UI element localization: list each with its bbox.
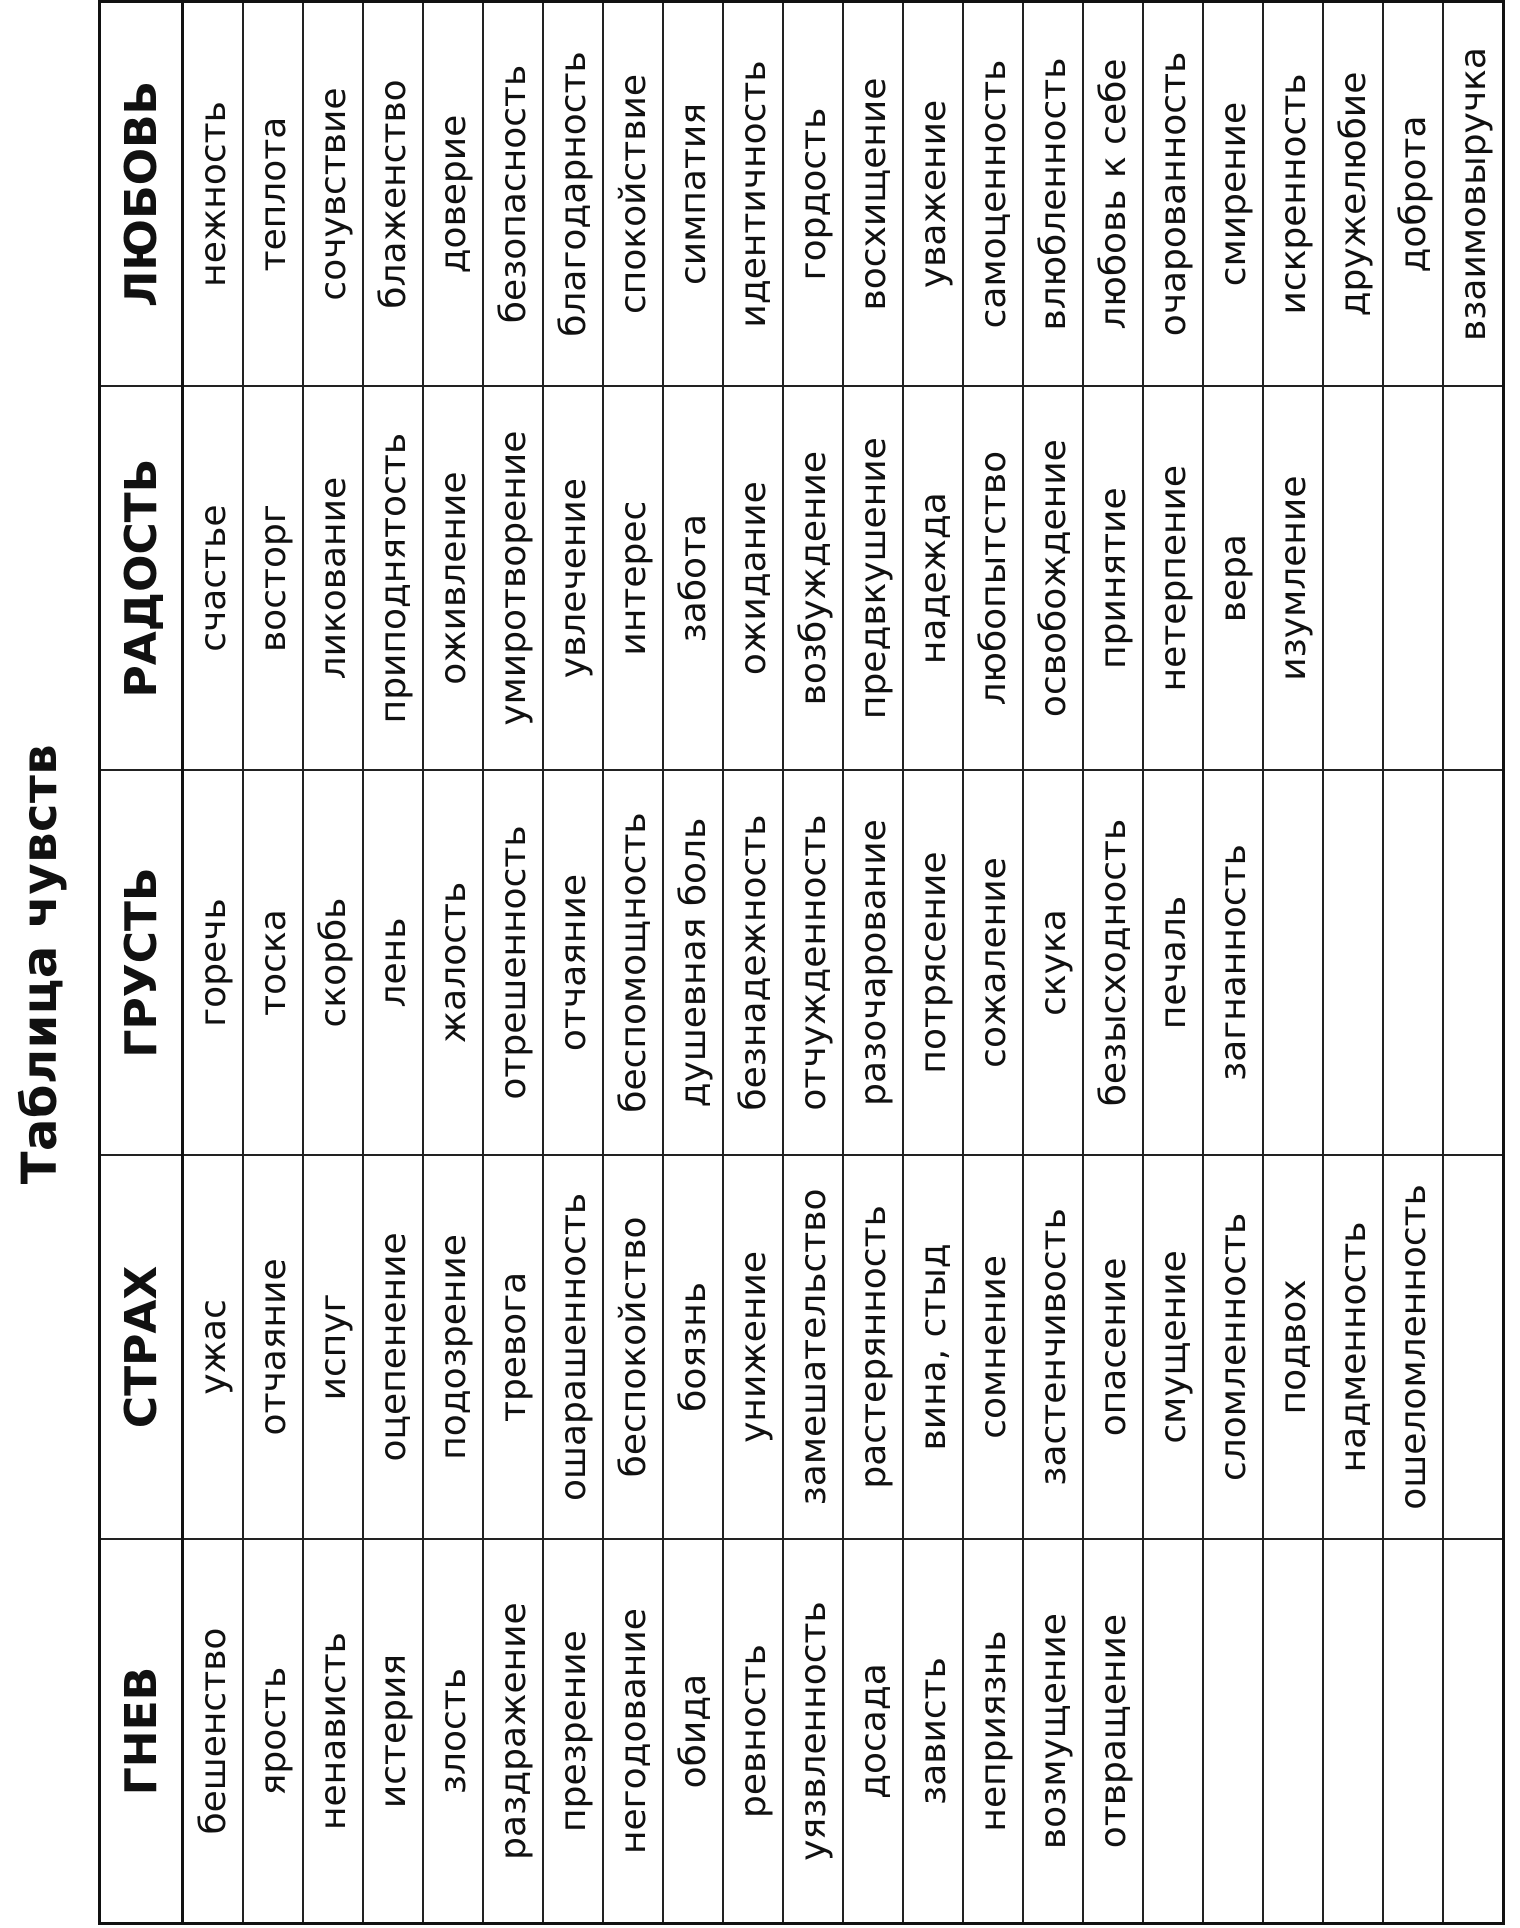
cell-fear: надменность <box>1323 1155 1383 1539</box>
cell-sadness <box>1323 770 1383 1154</box>
cell-sadness: беспомощность <box>603 770 663 1154</box>
cell-love: искренность <box>1263 2 1323 386</box>
table-row <box>843 2 903 1924</box>
cell-fear: смущение <box>1143 1155 1203 1539</box>
cell-love: блаженство <box>363 2 423 386</box>
table-row <box>1443 2 1504 1924</box>
cell-fear: боязнь <box>663 1155 723 1539</box>
title-area <box>0 0 80 1928</box>
table-row <box>1263 2 1323 1924</box>
cell-anger <box>1443 1539 1504 1923</box>
cell-fear: сомнение <box>963 1155 1023 1539</box>
cell-sadness: потрясение <box>903 770 963 1154</box>
cell-joy: приподнятость <box>363 386 423 770</box>
cell-love: нежность <box>183 2 244 386</box>
cell-anger: негодование <box>603 1539 663 1923</box>
cell-joy: забота <box>663 386 723 770</box>
cell-fear: замешательство <box>783 1155 843 1539</box>
cell-joy: оживление <box>423 386 483 770</box>
cell-sadness: сожаление <box>963 770 1023 1154</box>
cell-love: спокойствие <box>603 2 663 386</box>
table-row <box>483 2 543 1924</box>
cell-sadness: разочарование <box>843 770 903 1154</box>
header-joy: РАДОСТЬ <box>100 386 183 770</box>
cell-anger: зависть <box>903 1539 963 1923</box>
cell-joy: ожидание <box>723 386 783 770</box>
cell-fear: унижение <box>723 1155 783 1539</box>
cell-joy: увлечение <box>543 386 603 770</box>
table-row <box>1083 2 1143 1924</box>
table-body <box>183 2 1504 1924</box>
table-row <box>363 2 423 1924</box>
cell-joy: изумление <box>1263 386 1323 770</box>
cell-love: доверие <box>423 2 483 386</box>
cell-anger <box>1203 1539 1263 1923</box>
cell-anger: раздражение <box>483 1539 543 1923</box>
cell-joy: вера <box>1203 386 1263 770</box>
cell-anger: ревность <box>723 1539 783 1923</box>
cell-love: безопасность <box>483 2 543 386</box>
cell-sadness: скорбь <box>303 770 363 1154</box>
cell-anger: возмущение <box>1023 1539 1083 1923</box>
cell-love: любовь к себе <box>1083 2 1143 386</box>
cell-sadness <box>1263 770 1323 1154</box>
cell-joy: интерес <box>603 386 663 770</box>
cell-anger: обида <box>663 1539 723 1923</box>
cell-joy: предвкушение <box>843 386 903 770</box>
cell-sadness: печаль <box>1143 770 1203 1154</box>
cell-fear <box>1443 1155 1504 1539</box>
cell-sadness: скука <box>1023 770 1083 1154</box>
cell-anger: отвращение <box>1083 1539 1143 1923</box>
cell-sadness <box>1443 770 1504 1154</box>
cell-fear: подозрение <box>423 1155 483 1539</box>
cell-fear: растерянность <box>843 1155 903 1539</box>
cell-anger: уязвленность <box>783 1539 843 1923</box>
cell-sadness: отчаяние <box>543 770 603 1154</box>
cell-joy: освобождение <box>1023 386 1083 770</box>
cell-anger: истерия <box>363 1539 423 1923</box>
table-row <box>783 2 843 1924</box>
cell-anger <box>1143 1539 1203 1923</box>
cell-fear: ошеломленность <box>1383 1155 1443 1539</box>
table-row <box>663 2 723 1924</box>
cell-love: смирение <box>1203 2 1263 386</box>
table-row <box>1203 2 1263 1924</box>
table-row <box>723 2 783 1924</box>
cell-sadness: отчужденность <box>783 770 843 1154</box>
cell-joy: любопытство <box>963 386 1023 770</box>
table-row <box>543 2 603 1924</box>
cell-love: идентичность <box>723 2 783 386</box>
cell-joy: счастье <box>183 386 244 770</box>
cell-sadness: тоска <box>243 770 303 1154</box>
cell-sadness: загнанность <box>1203 770 1263 1154</box>
cell-fear: подвох <box>1263 1155 1323 1539</box>
header-fear: СТРАХ <box>100 1155 183 1539</box>
cell-love: восхищение <box>843 2 903 386</box>
table-row <box>423 2 483 1924</box>
table-row <box>303 2 363 1924</box>
cell-joy <box>1323 386 1383 770</box>
cell-fear: ошарашенность <box>543 1155 603 1539</box>
table-row <box>1383 2 1443 1924</box>
cell-joy: принятие <box>1083 386 1143 770</box>
cell-love: самоценность <box>963 2 1023 386</box>
cell-sadness: безысходность <box>1083 770 1143 1154</box>
header-love: ЛЮБОВЬ <box>100 2 183 386</box>
cell-sadness: безнадежность <box>723 770 783 1154</box>
cell-fear: тревога <box>483 1155 543 1539</box>
cell-fear: опасение <box>1083 1155 1143 1539</box>
page-title: Таблица чувств <box>12 743 68 1185</box>
cell-love: благодарность <box>543 2 603 386</box>
cell-sadness: душевная боль <box>663 770 723 1154</box>
header-row <box>100 2 183 1924</box>
cell-joy: ликование <box>303 386 363 770</box>
rotated-table-container <box>98 3 1494 1925</box>
cell-joy: нетерпение <box>1143 386 1203 770</box>
header-sadness: ГРУСТЬ <box>100 770 183 1154</box>
table-row <box>1323 2 1383 1924</box>
cell-joy <box>1443 386 1504 770</box>
table-row <box>603 2 663 1924</box>
table-row <box>243 2 303 1924</box>
cell-love: уважение <box>903 2 963 386</box>
cell-fear: застенчивость <box>1023 1155 1083 1539</box>
cell-anger: презрение <box>543 1539 603 1923</box>
table-row <box>903 2 963 1924</box>
cell-love: теплота <box>243 2 303 386</box>
cell-anger <box>1383 1539 1443 1923</box>
cell-fear: оцепенение <box>363 1155 423 1539</box>
cell-anger: ненависть <box>303 1539 363 1923</box>
cell-anger <box>1263 1539 1323 1923</box>
cell-fear: вина, стыд <box>903 1155 963 1539</box>
cell-anger: ярость <box>243 1539 303 1923</box>
cell-joy: умиротворение <box>483 386 543 770</box>
cell-love: гордость <box>783 2 843 386</box>
cell-anger <box>1323 1539 1383 1923</box>
table-row <box>1023 2 1083 1924</box>
cell-sadness: жалость <box>423 770 483 1154</box>
cell-love: доброта <box>1383 2 1443 386</box>
cell-love: очарованность <box>1143 2 1203 386</box>
cell-love: влюбленность <box>1023 2 1083 386</box>
cell-fear: сломленность <box>1203 1155 1263 1539</box>
cell-sadness: лень <box>363 770 423 1154</box>
table-row <box>183 2 244 1924</box>
cell-anger: злость <box>423 1539 483 1923</box>
cell-anger: бешенство <box>183 1539 244 1923</box>
cell-fear: отчаяние <box>243 1155 303 1539</box>
header-anger: ГНЕВ <box>100 1539 183 1923</box>
cell-joy: возбуждение <box>783 386 843 770</box>
cell-anger: неприязнь <box>963 1539 1023 1923</box>
cell-love: симпатия <box>663 2 723 386</box>
table-row <box>963 2 1023 1924</box>
table-head <box>100 2 183 1924</box>
cell-love: сочувствие <box>303 2 363 386</box>
cell-sadness: горечь <box>183 770 244 1154</box>
feelings-table <box>98 0 1505 1925</box>
cell-joy: надежда <box>903 386 963 770</box>
cell-joy <box>1383 386 1443 770</box>
cell-fear: испуг <box>303 1155 363 1539</box>
cell-love: дружелюбие <box>1323 2 1383 386</box>
cell-fear: беспокойство <box>603 1155 663 1539</box>
cell-anger: досада <box>843 1539 903 1923</box>
cell-love: взаимовыручка <box>1443 2 1504 386</box>
table-row <box>1143 2 1203 1924</box>
cell-joy: восторг <box>243 386 303 770</box>
cell-fear: ужас <box>183 1155 244 1539</box>
cell-sadness: отрешенность <box>483 770 543 1154</box>
cell-sadness <box>1383 770 1443 1154</box>
